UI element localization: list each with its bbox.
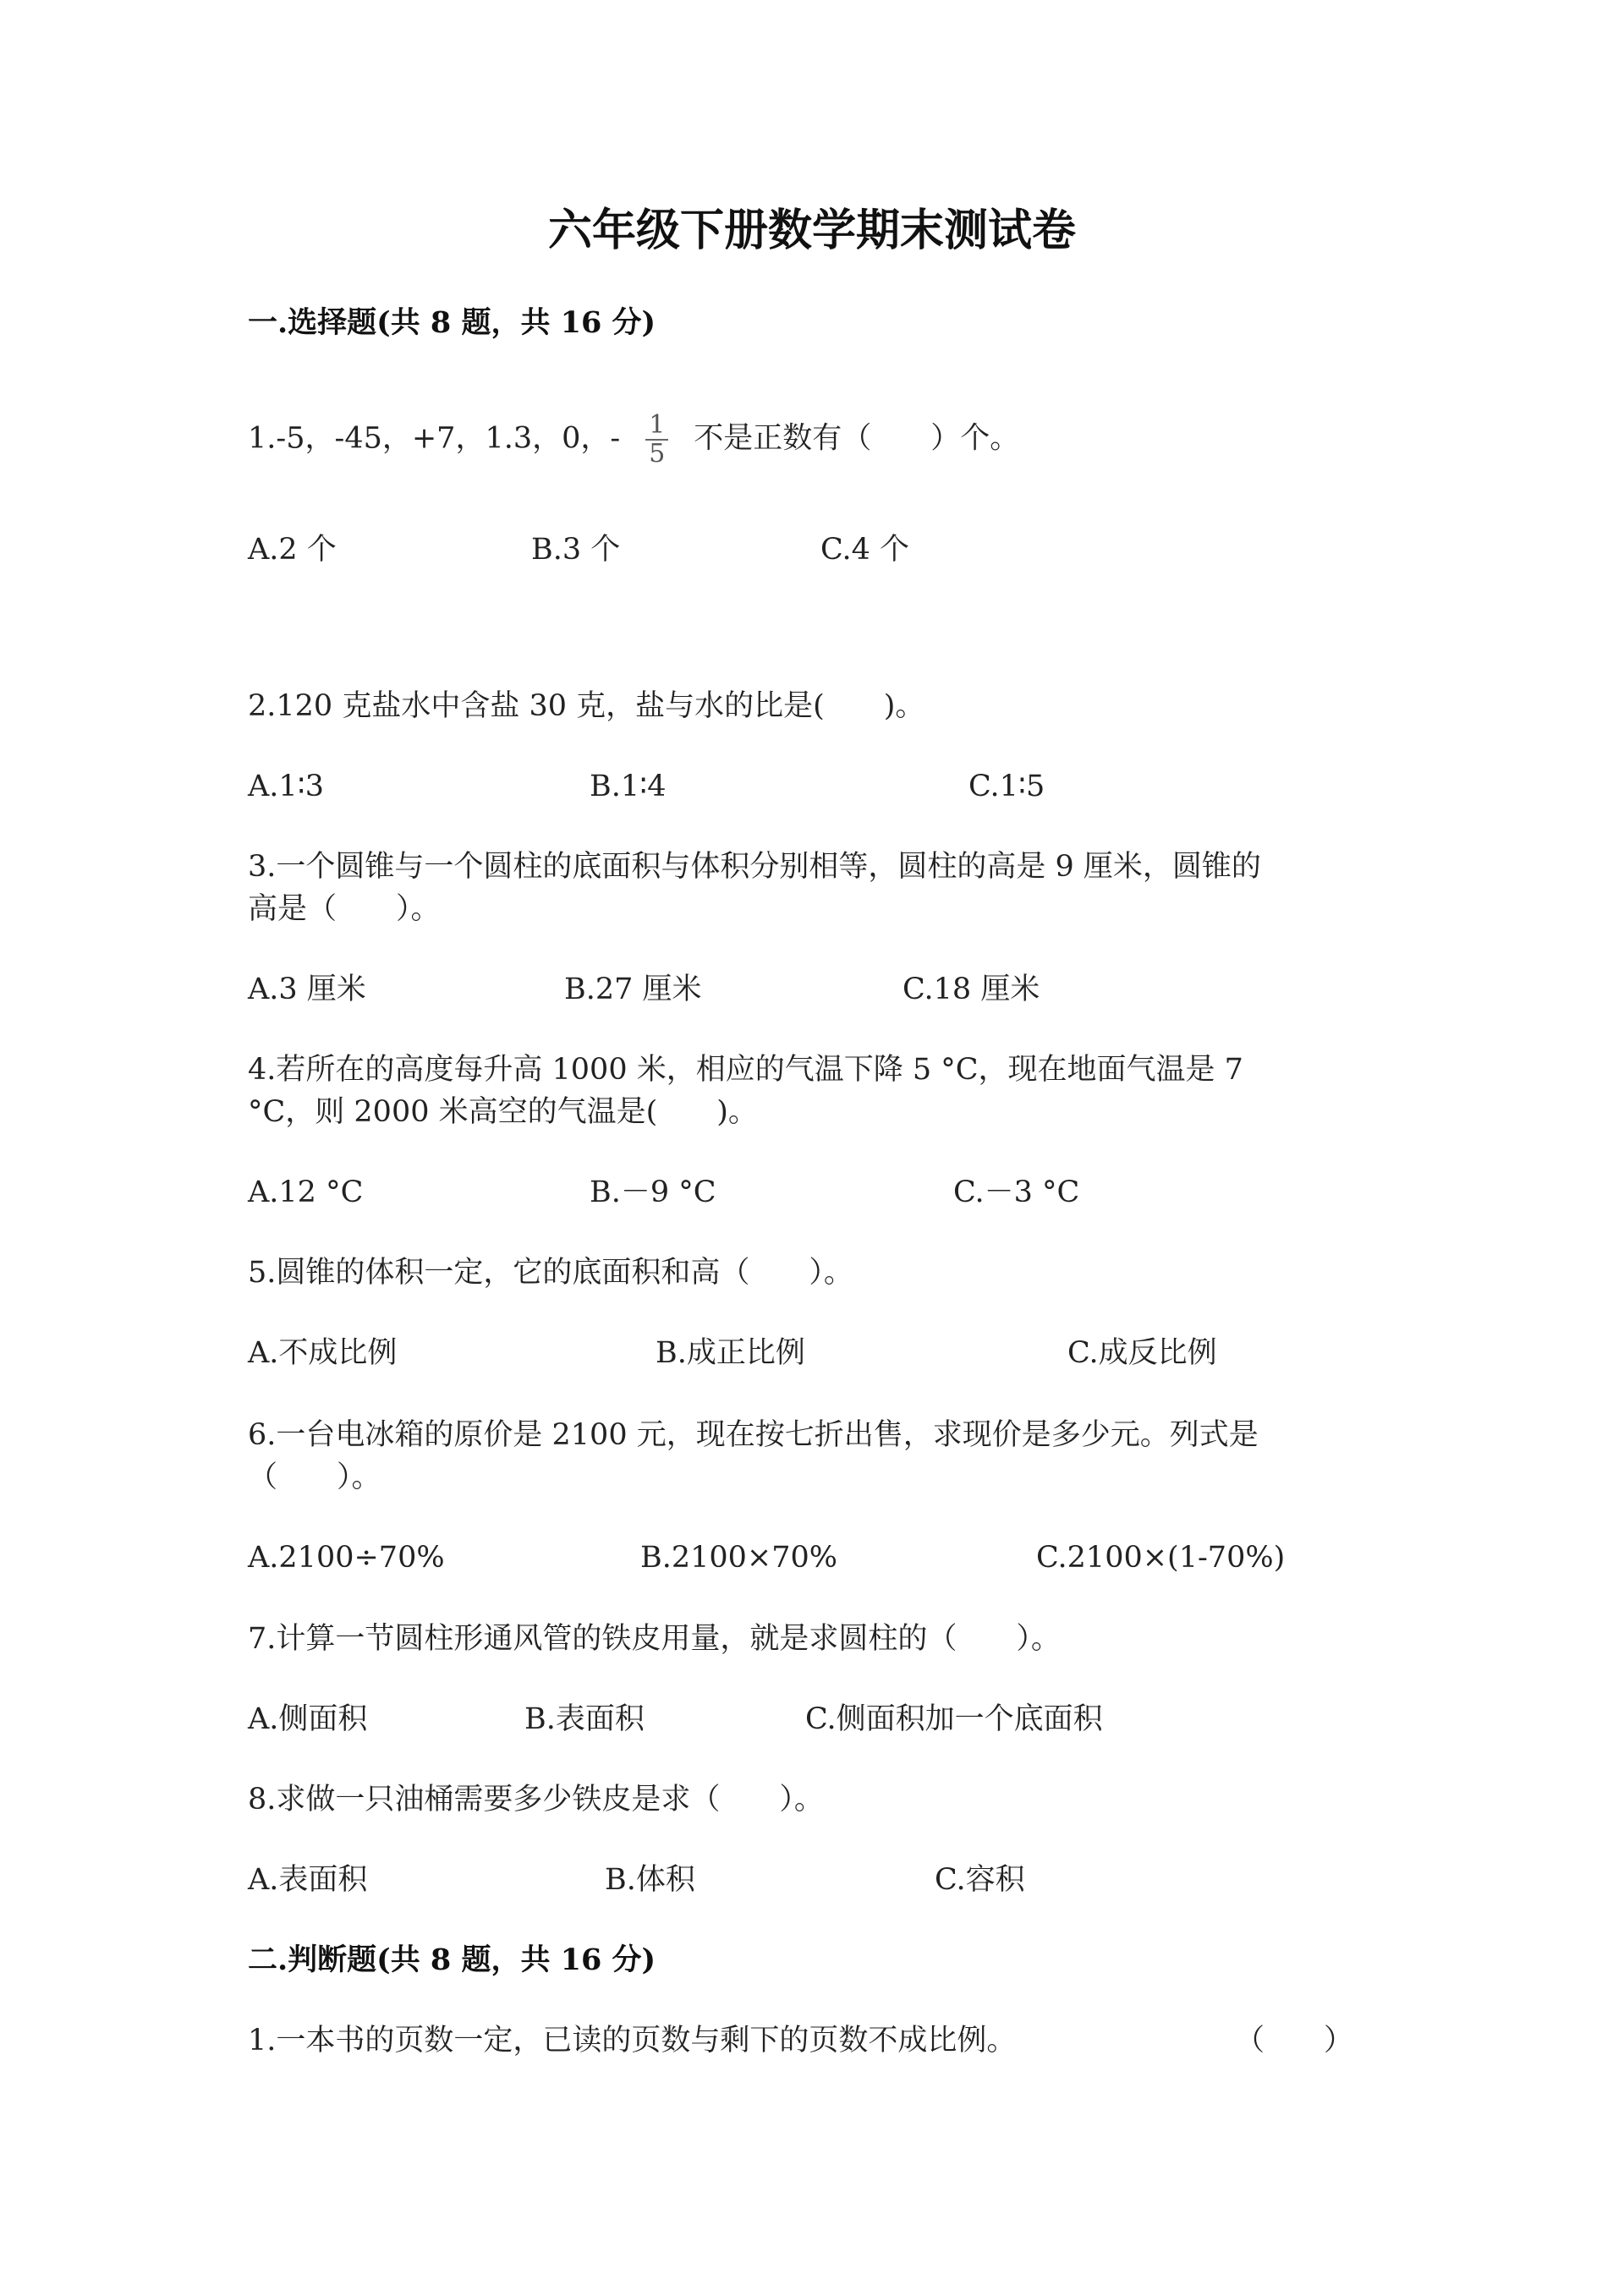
page-title: 六年级下册数学期末测试卷	[547, 205, 1076, 256]
question-4-option-a: A.12 °C	[248, 1175, 364, 1209]
question-5: 5.圆锥的体积一定，它的底面积和高（ ）。	[248, 1256, 853, 1290]
question-8-option-b: B.体积	[605, 1863, 695, 1897]
question-3-option-c: C.18 厘米	[903, 973, 1040, 1006]
question-7-option-b: B.表面积	[524, 1702, 645, 1736]
question-4-option-b: B.－9 °C	[590, 1175, 716, 1209]
question-6-line-1: 6.一台电冰箱的原价是 2100 元，现在按七折出售，求现价是多少元。列式是	[248, 1418, 1259, 1452]
question-7-option-a: A.侧面积	[248, 1702, 368, 1736]
fraction-numerator: 1	[645, 412, 668, 441]
question-8: 8.求做一只油桶需要多少铁皮是求（ ）。	[248, 1783, 824, 1817]
question-8-option-c: C.容积	[935, 1863, 1025, 1897]
question-2-option-a: A.1∶3	[248, 770, 325, 803]
question-7-option-c: C.侧面积加一个底面积	[805, 1702, 1103, 1736]
question-3-option-a: A.3 厘米	[248, 973, 366, 1006]
question-1-option-b: B.3 个	[531, 533, 621, 567]
question-1	[248, 412, 1019, 468]
question-4-option-c: C.－3 °C	[953, 1175, 1080, 1209]
question-4-line-1: 4.若所在的高度每升高 1000 米，相应的气温下降 5 °C，现在地面气温是 7	[248, 1053, 1243, 1087]
question-2: 2.120 克盐水中含盐 30 克，盐与水的比是( )。	[248, 689, 925, 723]
question-2-option-c: C.1∶5	[968, 770, 1045, 803]
section-heading-choice: 一.选择题(共 8 题，共 16 分)	[248, 305, 656, 340]
question-1-option-c: C.4 个	[820, 533, 910, 567]
question-3-option-b: B.27 厘米	[564, 973, 702, 1006]
question-7: 7.计算一节圆柱形通风管的铁皮用量，就是求圆柱的（ ）。	[248, 1622, 1061, 1656]
fraction	[645, 412, 668, 468]
question-6-line-2: （ ）。	[248, 1460, 381, 1494]
question-5-option-a: A.不成比例	[248, 1336, 398, 1370]
section-heading-judgement: 二.判断题(共 8 题，共 16 分)	[248, 1943, 656, 1977]
question-3-line-1: 3.一个圆锥与一个圆柱的底面积与体积分别相等，圆柱的高是 9 厘米，圆锥的	[248, 850, 1261, 884]
question-4-line-2: °C，则 2000 米高空的气温是( )。	[248, 1095, 758, 1129]
question-8-option-a: A.表面积	[248, 1863, 368, 1897]
question-5-option-c: C.成反比例	[1067, 1336, 1217, 1370]
question-1-text-after: 不是正数有（ ）个。	[694, 421, 1020, 456]
question-6-option-b: B.2100×70%	[640, 1541, 838, 1575]
question-6-option-a: A.2100÷70%	[248, 1541, 445, 1575]
question-1-option-a: A.2 个	[248, 533, 337, 567]
question-2-option-b: B.1∶4	[590, 770, 667, 803]
question-6-option-c: C.2100×(1-70%)	[1036, 1541, 1286, 1575]
judgement-1-answer-blank: （ ）	[1235, 2024, 1354, 2058]
question-5-option-b: B.成正比例	[656, 1336, 805, 1370]
question-3-line-2: 高是（ ）。	[248, 892, 441, 926]
judgement-1: 1.一本书的页数一定，已读的页数与剩下的页数不成比例。	[248, 2024, 1017, 2058]
question-1-text-before: 1.-5，-45，+7，1.3，0，-	[248, 421, 621, 456]
fraction-denominator: 5	[649, 439, 666, 469]
